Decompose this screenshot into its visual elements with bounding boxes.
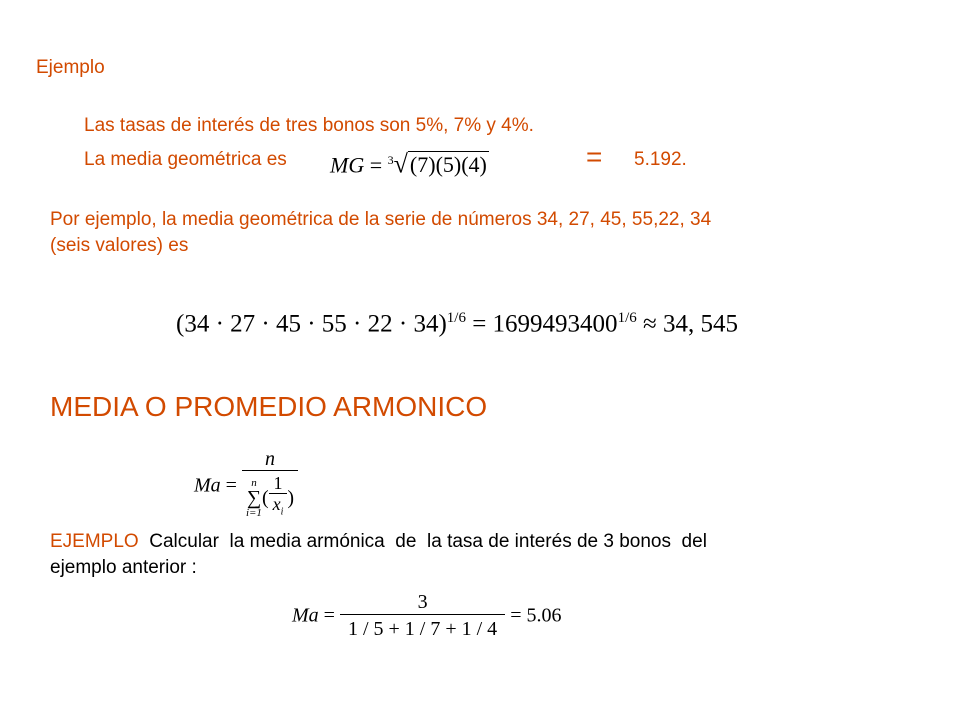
inner-subscript: i [280, 506, 284, 518]
root-index: 3 [387, 153, 394, 167]
harmonic-calc-formula: Ma = $\frac{3}{1 / 5 + 1 / 7 + 1 / 4}$ = 5.06 [292, 591, 562, 640]
calc-numerator: 3 [340, 590, 505, 615]
example-caps-label: EJEMPLO [50, 531, 139, 552]
example-label: Ejemplo [36, 57, 105, 78]
harmonic-mean-formula: Ma = n n ∑ i=1 ( $\frac{1}{x_i}$ ) [194, 448, 298, 523]
fraction-numerator: n [265, 448, 275, 470]
exponent-2: 1/6 [617, 310, 637, 326]
sum-upper: n [251, 476, 257, 489]
inner-numerator: 1 [269, 473, 288, 494]
geometric-mean-intro: La media geométrica es [84, 149, 287, 170]
inner-denominator: x [272, 494, 281, 514]
example-paragraph-line2: (seis valores) es [50, 235, 189, 256]
product-value: = 1699493400 [465, 310, 618, 338]
product-expression: (34 · 27 · 45 · 55 · 22 · 34) [176, 310, 447, 338]
sum-lower: i=1 [245, 506, 262, 519]
question-line2: ejemplo anterior : [50, 557, 197, 578]
equals-sign: = [586, 141, 603, 172]
formula-lhs: MG [330, 152, 365, 178]
approx-result: ≈ 34, 545 [636, 310, 738, 338]
sigma-symbol: ∑ [246, 486, 262, 509]
geometric-mean-formula: MG = $^3$√(7)(5)(4) [330, 149, 487, 179]
calc-fraction [340, 590, 505, 641]
calc-denominator: 1 / 5 + 1 / 7 + 1 / 4 [347, 618, 498, 640]
calc-result: = 5.06 [510, 604, 562, 627]
question-line1: Calcular la media armónica de la tasa de interés de 3 bonos del [138, 531, 707, 552]
exponent-1: 1/6 [446, 310, 466, 326]
radicand: (7)(5)(4) [409, 152, 487, 178]
bond-rates-text: Las tasas de interés de tres bonos son 5%, 7% y 4%. [84, 115, 534, 136]
example-question [50, 530, 707, 554]
example-paragraph-line1: Por ejemplo, la media geométrica de la serie de números 34, 27, 45, 55,22, 34 [50, 209, 712, 230]
harmonic-mean-heading: MEDIA O PROMEDIO ARMONICO [50, 391, 488, 422]
formula-lhs: Ma [292, 604, 319, 627]
six-values-formula [176, 300, 738, 342]
harmonic-fraction: n n ∑ i=1 ( $\frac{1}{x_i}$ ) [242, 448, 298, 523]
formula-lhs: Ma [194, 474, 221, 497]
geometric-mean-result: 5.192. [634, 149, 687, 170]
